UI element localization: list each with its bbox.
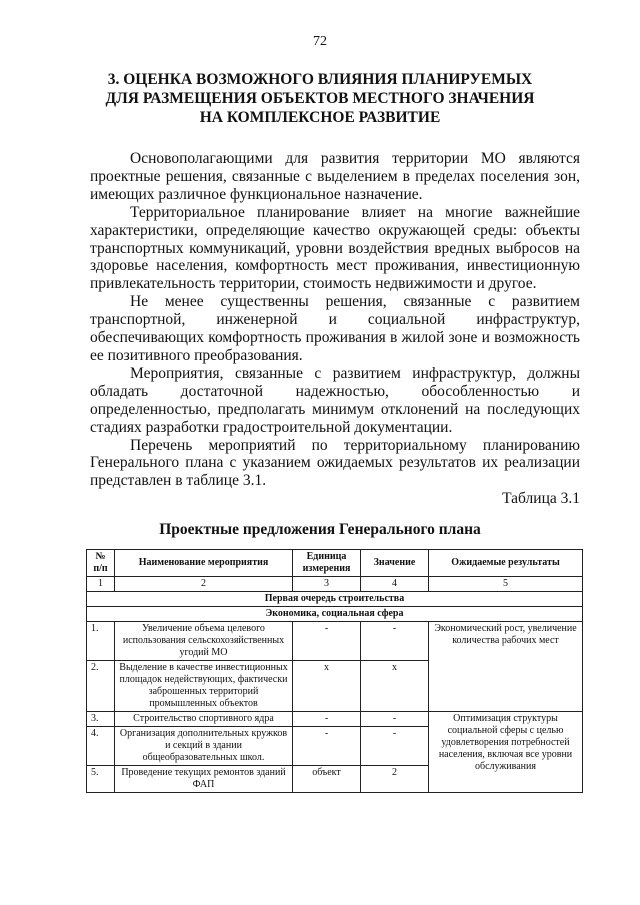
row-unit: х bbox=[293, 661, 361, 712]
row-result: Оптимизация структуры социальной сферы с целью удовлетворения потребностей населения, включая все уровни обслуживания bbox=[429, 712, 583, 793]
body-text bbox=[90, 150, 580, 490]
paragraph-3: Не менее существенны решения, связанные с развитием транспортной, инженерной и социальной инфраструктур, обеспечивающих комфортность проживания в жилой зоне и возможность ее позитивного преобразования. bbox=[90, 293, 580, 364]
table-row bbox=[87, 622, 583, 661]
group-row bbox=[87, 592, 583, 607]
section-title-line-1: 3. ОЦЕНКА ВОЗМОЖНОГО ВЛИЯНИЯ ПЛАНИРУЕМЫХ bbox=[107, 71, 533, 88]
section-title-line-3: НА КОМПЛЕКСНОЕ РАЗВИТИЕ bbox=[199, 109, 441, 126]
row-number: 2. bbox=[87, 661, 115, 712]
column-number: 4 bbox=[361, 577, 429, 592]
plan-table bbox=[86, 549, 583, 793]
row-name: Строительство спортивного ядра bbox=[115, 712, 293, 727]
column-number: 2 bbox=[115, 577, 293, 592]
paragraph-4: Мероприятия, связанные с развитием инфраструктур, должны обладать достаточной надежностью, обособленностью и определенностью, предполагать минимум отклонений на последующих стадиях разработки градостроительной документации. bbox=[90, 364, 580, 436]
table-caption: Таблица 3.1 bbox=[502, 490, 580, 507]
paragraph-1: Основополагающими для развития территории МО являются проектные решения, связанные с выделением в пределах поселения зон, имеющих различное функциональное назначение. bbox=[90, 150, 580, 203]
group-first-stage: Первая очередь строительства bbox=[87, 592, 583, 607]
header-result: Ожидаемые результаты bbox=[429, 550, 583, 577]
row-number: 4. bbox=[87, 727, 115, 766]
row-value: х bbox=[361, 661, 429, 712]
row-number: 3. bbox=[87, 712, 115, 727]
row-value: - bbox=[361, 622, 429, 661]
table-row bbox=[87, 712, 583, 727]
row-unit: - bbox=[293, 727, 361, 766]
group-row bbox=[87, 607, 583, 622]
row-unit: - bbox=[293, 712, 361, 727]
table-title: Проектные предложения Генерального плана bbox=[159, 521, 481, 538]
row-name: Выделение в качестве инвестиционных площадок недействующих, фактически заброшенных территорий промышленных объектов bbox=[115, 661, 293, 712]
row-value: - bbox=[361, 727, 429, 766]
row-name: Организация дополнительных кружков и секций в здании общеобразовательных школ. bbox=[115, 727, 293, 766]
row-unit: объект bbox=[293, 766, 361, 793]
row-name: Увеличение объема целевого использования сельскохозяйственных угодий МО bbox=[115, 622, 293, 661]
header-number: № п/п bbox=[87, 550, 115, 577]
table-header-row bbox=[87, 550, 583, 577]
column-number-row bbox=[87, 577, 583, 592]
row-unit: - bbox=[293, 622, 361, 661]
row-value: - bbox=[361, 712, 429, 727]
header-value: Значение bbox=[361, 550, 429, 577]
paragraph-5: Перечень мероприятий по территориальному планированию Генерального плана с указанием ожидаемых результатов их реализации представлен в таблице 3.1. bbox=[90, 436, 580, 490]
row-name: Проведение текущих ремонтов зданий ФАП bbox=[115, 766, 293, 793]
row-number: 5. bbox=[87, 766, 115, 793]
column-number: 1 bbox=[87, 577, 115, 592]
column-number: 3 bbox=[293, 577, 361, 592]
row-result: Экономический рост, увеличение количества рабочих мест bbox=[429, 622, 583, 712]
section-title bbox=[60, 70, 580, 127]
header-unit: Единица измерения bbox=[293, 550, 361, 577]
column-number: 5 bbox=[429, 577, 583, 592]
paragraph-2: Территориальное планирование влияет на многие важнейшие характеристики, определяющие качество окружающей среды: объекты транспортных коммуникаций, уровни воздействия вредных выбросов на здоровье населения, комфортность мест проживания, инвестиционную привлекательность территории, стоимость недвижимости и другое. bbox=[90, 203, 580, 293]
group-economy: Экономика, социальная сфера bbox=[87, 607, 583, 622]
page-number: 72 bbox=[313, 34, 327, 49]
row-value: 2 bbox=[361, 766, 429, 793]
header-name: Наименование мероприятия bbox=[115, 550, 293, 577]
section-title-line-2: ДЛЯ РАЗМЕЩЕНИЯ ОБЪЕКТОВ МЕСТНОГО ЗНАЧЕНИЯ bbox=[105, 90, 535, 107]
row-number: 1. bbox=[87, 622, 115, 661]
